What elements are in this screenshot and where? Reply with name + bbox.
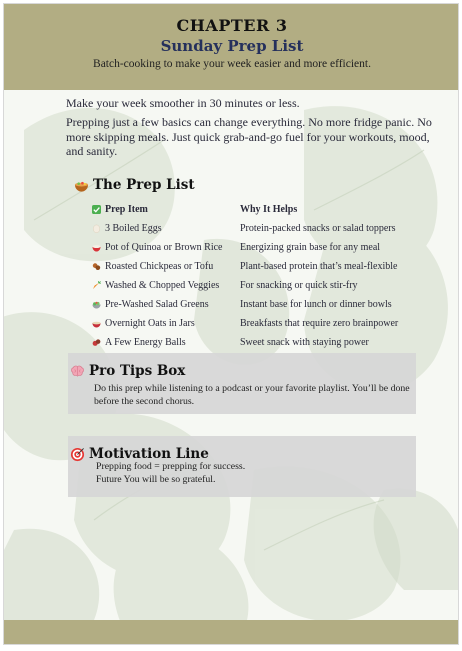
page-subtitle: Batch-cooking to make your week easier and more efficient. [93,58,371,70]
header-why-it-helps: Why It Helps [240,204,298,215]
prep-item: A Few Energy Balls [105,337,186,348]
pro-tips-heading-text: Pro Tips Box [89,363,186,379]
prep-list-heading [74,177,195,193]
why-it-helps: Sweet snack with staying power [240,337,369,348]
egg-icon [92,224,101,233]
rice-bowl-icon [92,243,101,252]
why-it-helps: Protein-packed snacks or salad toppers [240,223,396,234]
prep-item: 3 Boiled Eggs [105,223,162,234]
page-title: Sunday Prep List [160,37,304,55]
why-it-helps: Plant-based protein that’s meal-flexible [240,261,398,272]
motivation-heading-text: Motivation Line [89,446,209,462]
target-icon [70,447,85,462]
prep-table [92,200,420,352]
table-row [92,333,420,352]
chickpea-icon [92,262,101,271]
table-row [92,314,420,333]
footer-band [4,620,459,644]
motivation-line-1: Prepping food = prepping for success. [96,461,246,472]
motivation-box [68,436,416,497]
prep-item: Pre-Washed Salad Greens [105,299,209,310]
pro-tips-text: Do this prep while listening to a podcast or your favorite playlist. You’ll be done before the second chorus. [94,383,410,407]
check-icon [92,205,101,214]
prep-item: Washed & Chopped Veggies [105,280,220,291]
table-row [92,238,420,257]
table-row [92,295,420,314]
chapter-label: CHAPTER 3 [176,16,288,35]
intro-paragraph: Prepping just a few basics can change everything. No more fridge panic. No more skipping meals. Just quick grab-and-go fuel for your workouts, mood, and sanity. [66,115,432,158]
header-prep-item: Prep Item [92,204,240,215]
motivation-line-2: Future You will be so grateful. [96,473,216,485]
pro-tips-box [68,353,416,414]
carrot-icon [92,281,101,290]
prep-item: Roasted Chickpeas or Tofu [105,261,214,272]
motivation-heading [70,446,209,462]
table-row [92,257,420,276]
prep-list-heading-text: The Prep List [93,177,195,193]
pro-tips-heading [70,363,185,379]
brain-icon [70,364,85,379]
prep-item: Overnight Oats in Jars [105,318,195,329]
chapter-header [4,4,459,90]
why-it-helps: Breakfasts that require zero brainpower [240,318,399,329]
table-row [92,219,420,238]
salad-icon [92,300,101,309]
oats-icon [92,319,101,328]
energy-ball-icon [92,338,101,347]
table-header-row [92,200,420,219]
why-it-helps: Instant base for lunch or dinner bowls [240,299,392,310]
intro-section [66,96,436,159]
why-it-helps: For snacking or quick stir-fry [240,280,358,291]
intro-line: Make your week smoother in 30 minutes or less. [66,96,300,110]
page [3,3,459,645]
why-it-helps: Energizing grain base for any meal [240,242,381,253]
motivation-text [96,461,412,486]
table-row [92,276,420,295]
bowl-icon [74,178,89,193]
prep-item: Pot of Quinoa or Brown Rice [105,242,223,253]
